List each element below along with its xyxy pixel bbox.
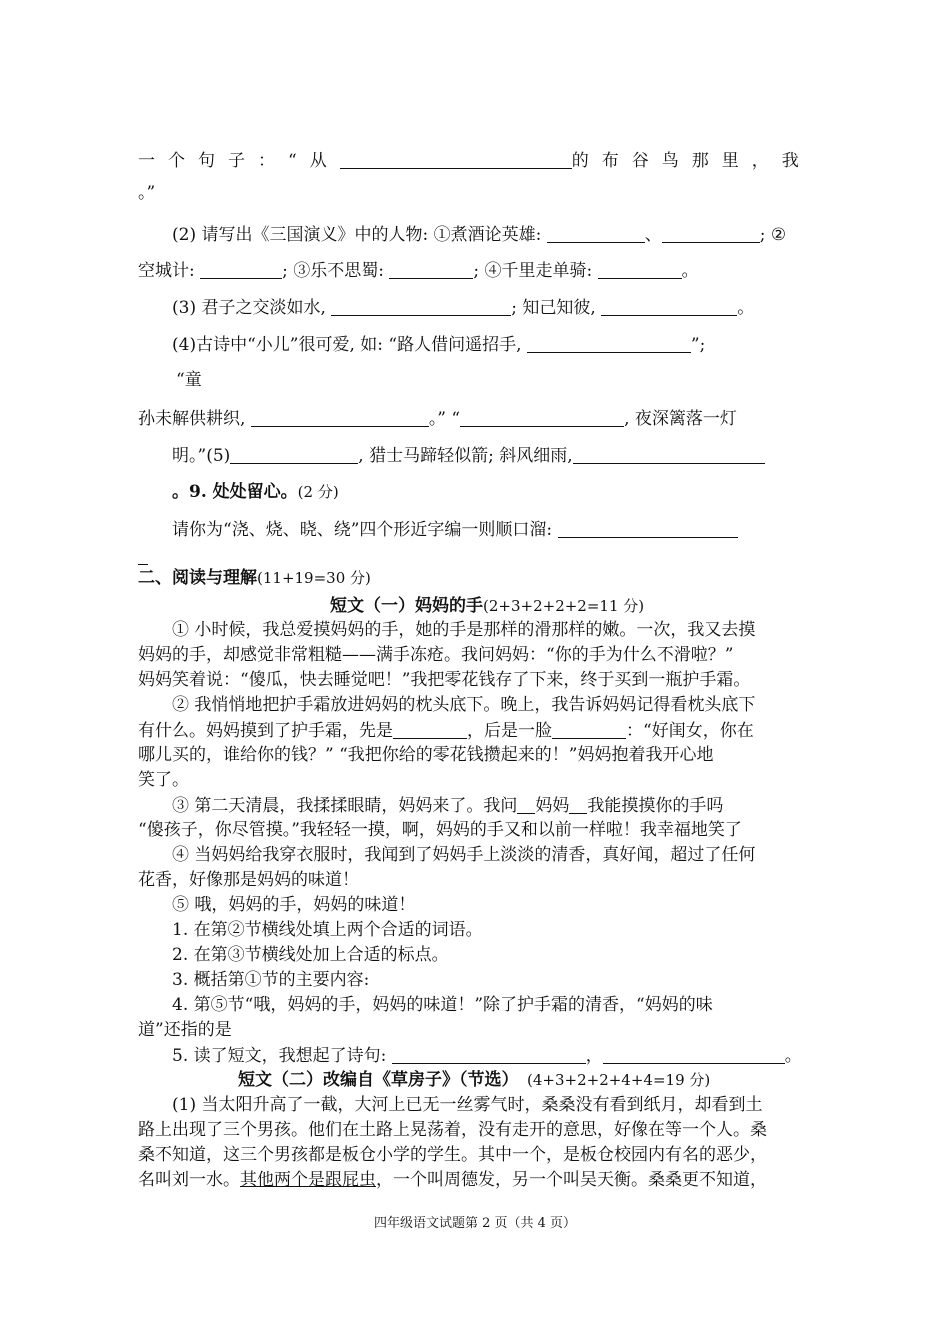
- blank[interactable]: [389, 260, 473, 279]
- passage-1-line: ⑤ 哦，妈妈的手，妈妈的味道！: [172, 895, 416, 915]
- passage-2-line: 桑不知道，这三个男孩都是板仓小学的学生。其中一个，是板仓校园内有名的恶少，: [138, 1145, 767, 1165]
- blank[interactable]: [558, 519, 738, 538]
- passage-1-question: 5. 读了短文，我想起了诗句: ， 。: [172, 1046, 802, 1066]
- question-5: 明。”(5) , 猎士马蹄轻似箭; 斜风细雨,: [172, 445, 765, 466]
- underlined-phrase: 其他两个是跟屁虫: [240, 1170, 376, 1190]
- question-3: (3) 君子之交淡如水, ; 知己知彼, 。: [172, 298, 755, 318]
- passage-1-line: 笑了。: [138, 770, 189, 790]
- blank[interactable]: [138, 546, 148, 565]
- blank[interactable]: [552, 720, 626, 739]
- passage-1-title: 短文（一）妈妈的手(2+3+2+2+2=11 分): [330, 596, 645, 616]
- blank[interactable]: [393, 720, 467, 739]
- passage-2-line: 路上出现了三个男孩。他们在土路上晃荡着，没有走开的意思，好像在等一个人。桑: [138, 1120, 767, 1140]
- passage-1-line: 花香，好像那是妈妈的味道！: [138, 870, 359, 890]
- blank[interactable]: [598, 260, 682, 279]
- question-4-line-2: “童: [176, 370, 202, 390]
- blank[interactable]: [200, 260, 282, 279]
- question-9-prompt: 请你为“浇、烧、晓、绕”四个形近字编一则顺口溜:: [172, 519, 738, 540]
- passage-1-line: ① 小时候，我总爱摸妈妈的手，她的手是那样的滑那样的嫩。一次，我又去摸: [172, 620, 756, 640]
- blank[interactable]: [601, 297, 737, 316]
- question-4-line-3: 孙未解供耕织, 。” “ , 夜深篱落一灯: [138, 409, 737, 429]
- passage-1-question: 道”还指的是: [138, 1020, 232, 1040]
- blank[interactable]: [547, 224, 645, 243]
- passage-1-line: 妈妈笑着说：“傻瓜，快去睡觉吧！”我把零花钱存了下来，终于买到一瓶护手霜。: [138, 670, 751, 690]
- passage-1-line: 哪儿买的，谁给你的钱？” “我把你给的零花钱攒起来的！”妈妈抱着我开心地: [138, 745, 714, 765]
- blank[interactable]: [460, 408, 624, 427]
- passage-2-line: 名叫刘一水。其他两个是跟屁虫，一个叫周德发，另一个叫吴天衡。桑桑更不知道，: [138, 1170, 767, 1190]
- blank[interactable]: [603, 1045, 785, 1064]
- blank[interactable]: [230, 445, 358, 464]
- blank[interactable]: [569, 795, 587, 814]
- page-footer: 四年级语文试题第 2 页（共 4 页）: [373, 1216, 577, 1231]
- sentence-line-2: 。”: [138, 183, 156, 203]
- passage-1-line: ④ 当妈妈给我穿衣服时，我闻到了妈妈手上淡淡的清香，真好闻，超过了任何: [172, 845, 756, 865]
- sentence-line-1: 一个句子：“从 的布谷鸟那里，我: [138, 151, 812, 171]
- blank[interactable]: [662, 224, 760, 243]
- passage-1-line: 妈妈的手，却感觉非常粗糙——满手冻疮。我问妈妈：“你的手为什么不滑啦？”: [138, 645, 734, 665]
- passage-1-question: 2. 在第③节横线处加上合适的标点。: [172, 945, 449, 965]
- blank[interactable]: [251, 408, 429, 427]
- blank[interactable]: [527, 334, 691, 353]
- blank[interactable]: [340, 150, 572, 169]
- passage-1-line: ② 我悄悄地把护手霜放进妈妈的枕头底下。晚上，我告诉妈妈记得看枕头底下: [172, 695, 756, 715]
- blank-overflow: [138, 546, 148, 567]
- blank[interactable]: [392, 1045, 586, 1064]
- question-2-line-1: (2) 请写出《三国演义》中的人物: ①煮酒论英雄: 、 ; ②: [172, 225, 787, 245]
- passage-2-line: (1) 当太阳升高了一截，大河上已无一丝雾气时，桑桑没有看到纸月，却看到土: [172, 1095, 763, 1115]
- passage-1-line: ③ 第二天清晨，我揉揉眼睛，妈妈来了。我问 妈妈 我能摸摸你的手吗: [172, 796, 724, 816]
- passage-1-line: 有什么。妈妈摸到了护手霜，先是 ，后是一脸 ：“好闺女，你在: [138, 721, 754, 741]
- blank[interactable]: [517, 795, 535, 814]
- blank[interactable]: [573, 445, 765, 464]
- passage-1-question: 4. 第⑤节“哦，妈妈的手，妈妈的味道！”除了护手霜的清香，“妈妈的味: [172, 995, 713, 1015]
- question-2-line-2: 空城计: ; ③乐不思蜀: ; ④千里走单骑: 。: [138, 261, 699, 281]
- question-4-line-1: (4)古诗中“小儿”很可爱, 如: “路人借问遥招手, ”;: [172, 335, 706, 355]
- blank[interactable]: [331, 297, 511, 316]
- passage-2-title: 短文（二）改编自《草房子》（节选） (4+3+2+2+4+4=19 分): [238, 1070, 711, 1090]
- section-2-title: 二、阅读与理解(11+19=30 分): [138, 568, 371, 588]
- passage-1-line: “傻孩子，你尽管摸。”我轻轻一摸，啊，妈妈的手又和以前一样啦！我幸福地笑了: [138, 820, 742, 840]
- question-9-title: 。9. 处处留心。(2 分): [172, 482, 339, 502]
- passage-1-question: 1. 在第②节横线处填上两个合适的词语。: [172, 920, 483, 940]
- passage-1-question: 3. 概括第①节的主要内容:: [172, 970, 370, 990]
